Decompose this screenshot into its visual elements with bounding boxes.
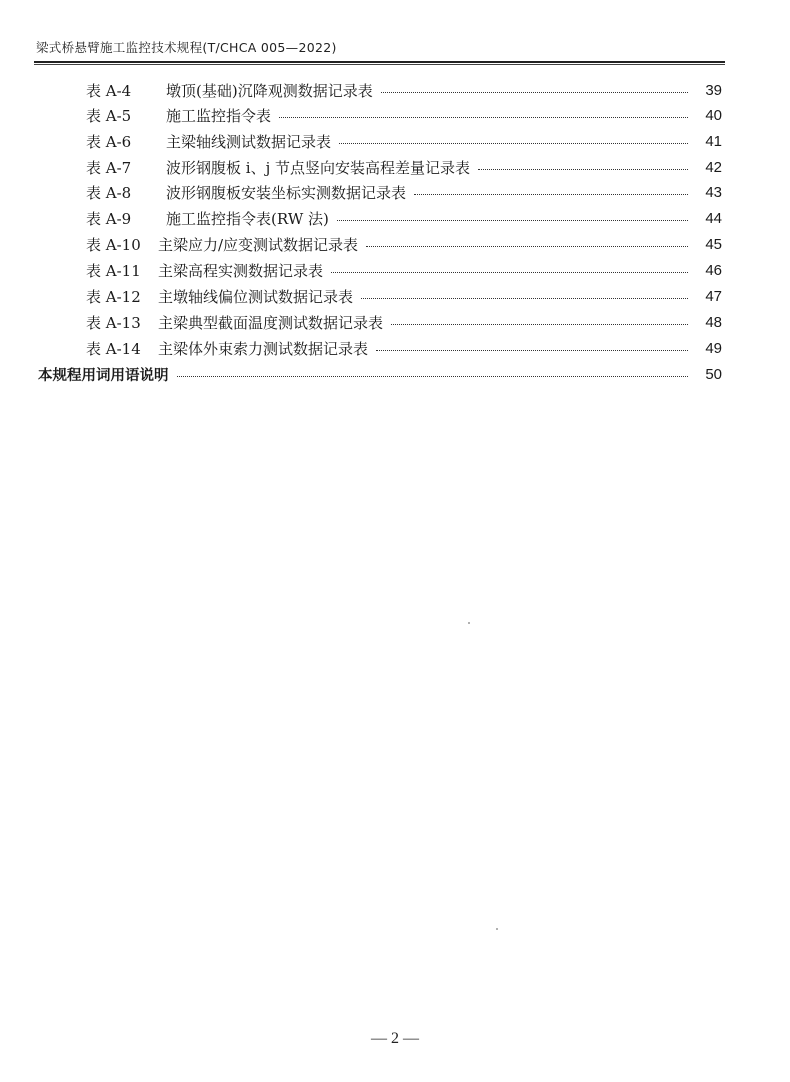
- toc-entry-label: 表 A-11: [86, 261, 141, 280]
- toc-entry-label: 表 A-6: [86, 132, 132, 151]
- toc-entry-page: 50: [705, 365, 722, 383]
- toc-entry-label: 表 A-13: [86, 313, 141, 332]
- toc-entry-title: 波形钢腹板安装坐标实测数据记录表: [166, 183, 407, 202]
- toc-entry-a14[interactable]: [86, 337, 722, 359]
- dot-leader: [381, 92, 688, 93]
- toc-entry-title: 主梁应力/应变测试数据记录表: [158, 235, 359, 254]
- dot-leader: [366, 246, 688, 247]
- toc-entry-label: 表 A-12: [86, 287, 141, 306]
- toc-entry-label: 表 A-10: [86, 235, 141, 254]
- toc-entry-a13[interactable]: [86, 311, 722, 333]
- dot-leader: [361, 298, 688, 299]
- toc-entry-a6[interactable]: [86, 130, 722, 152]
- dot-leader: [177, 376, 689, 377]
- toc-entry-label: 表 A-4: [86, 81, 132, 100]
- toc-entry-label: 表 A-9: [86, 209, 132, 228]
- toc-entry-label: 表 A-5: [86, 106, 132, 125]
- dot-leader: [337, 220, 688, 221]
- dot-leader: [331, 272, 688, 273]
- toc-entry-title: 主梁高程实测数据记录表: [158, 261, 324, 280]
- toc-entry-title: 波形钢腹板 i、j 节点竖向安装高程差量记录表: [166, 158, 470, 177]
- page-number: — 2 —: [371, 1030, 419, 1047]
- dot-leader: [376, 350, 688, 351]
- toc-entry-a10[interactable]: [86, 233, 722, 255]
- header-rule-thin: [34, 64, 725, 65]
- toc-entry-page: 39: [705, 81, 722, 99]
- toc-entry-terminology[interactable]: [38, 363, 722, 385]
- toc-entry-page: 48: [705, 313, 722, 331]
- toc-entry-a12[interactable]: [86, 285, 722, 307]
- toc-entry-a5[interactable]: [86, 104, 722, 126]
- toc-entry-a11[interactable]: [86, 259, 722, 281]
- toc-entry-title: 本规程用词用语说明: [38, 367, 169, 384]
- toc-entry-page: 47: [705, 287, 722, 305]
- toc-entry-a9[interactable]: [86, 207, 722, 229]
- toc-entry-page: 49: [705, 339, 722, 357]
- toc-entry-title: 施工监控指令表(RW 法): [166, 209, 329, 228]
- toc-entry-a7[interactable]: [86, 156, 722, 178]
- toc-entry-a4[interactable]: [86, 79, 722, 101]
- toc-entry-title: 墩顶(基础)沉降观测数据记录表: [166, 81, 373, 100]
- toc-entry-label: 表 A-7: [86, 158, 132, 177]
- toc-entry-page: 41: [705, 132, 722, 150]
- dot-leader: [391, 324, 688, 325]
- toc-entry-page: 42: [705, 158, 722, 176]
- toc-entry-label: 表 A-14: [86, 339, 141, 358]
- toc-entry-title: 主梁轴线测试数据记录表: [166, 132, 332, 151]
- toc-entry-title: 主墩轴线偏位测试数据记录表: [158, 287, 354, 306]
- scan-speck: [468, 622, 470, 624]
- toc-entry-label: 表 A-8: [86, 183, 132, 202]
- toc-entry-page: 43: [705, 183, 722, 201]
- toc-entry-a8[interactable]: [86, 181, 722, 203]
- toc-entry-title: 施工监控指令表: [166, 106, 272, 125]
- dot-leader: [478, 169, 688, 170]
- dot-leader: [414, 194, 688, 195]
- toc-entry-title: 主梁典型截面温度测试数据记录表: [158, 313, 384, 332]
- toc-entry-page: 46: [705, 261, 722, 279]
- toc-entry-page: 44: [705, 209, 722, 227]
- toc-entry-page: 40: [705, 106, 722, 124]
- header-rule-thick: [34, 61, 725, 63]
- scan-speck: [496, 928, 498, 930]
- dot-leader: [279, 117, 688, 118]
- toc-entry-page: 45: [705, 235, 722, 253]
- dot-leader: [339, 143, 688, 144]
- toc-entry-title: 主梁体外束索力测试数据记录表: [158, 339, 369, 358]
- running-header: 梁式桥悬臂施工监控技术规程(T/CHCA 005—2022): [36, 40, 337, 55]
